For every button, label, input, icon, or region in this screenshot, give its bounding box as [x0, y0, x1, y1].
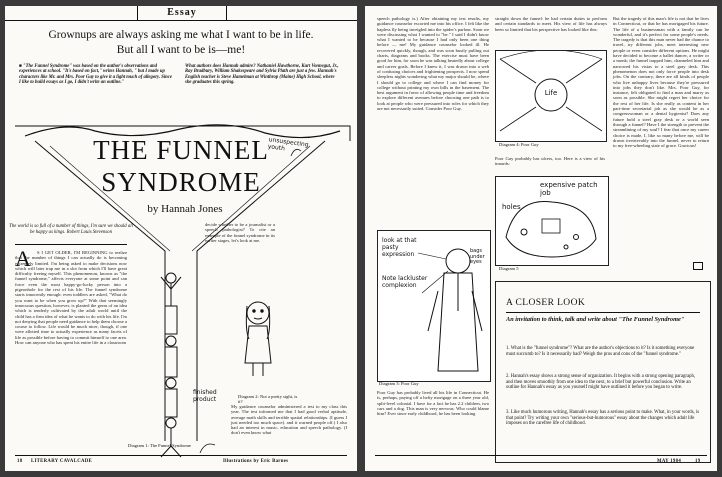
life-label: Life [544, 89, 558, 97]
headline-line2: But all I want to be is—me! [116, 44, 246, 56]
closer-look-rule [506, 312, 700, 313]
diagram1-caption: Diagram 1: The Funnel Syndrome [128, 443, 191, 448]
folio-page-left: 18 [17, 459, 23, 464]
body-column-3: My guidance counselor administered a test to my class this year. The test informed me that I had good verbal aptitude, average math skills and terrible spatial relationships. (I guess I just needed too much space). and it warned people off.) I also had an interest in music, education and speech pathology. (I don't even know what [231, 404, 347, 436]
acrobat-stack-illustration [161, 273, 181, 457]
pasty-expression-note: look at that pasty expression [382, 237, 417, 258]
diagram3-caption: Diagram 3: Poor Guy [379, 381, 419, 386]
right-footer-rule [375, 455, 707, 456]
top-rule-left [5, 20, 137, 21]
left-page [5, 6, 357, 471]
section-label: Essay [137, 6, 227, 21]
right-bottom-text: Poor Guy has probably lived all his life in Connecticut. He is, perhaps, paying off a hefty mortgage on a three year old, split-level colonial. I have for a fact he has 2.2 children, two cars and a dog. This man is very nervous. Who could blame him? Ever since early childhood, he has been looking [377, 390, 489, 417]
closer-question-2: 2. Hannah's essay shows a strong sense of organization. It begins with a strong opening paragraph, and then moves smoothly from one idea to the next, to a brief but powerful conclusion. Write an outline for Hannah's essay as you yourself might have outlined it before you began to write. [506, 374, 696, 391]
patch-job-note: expensive patch job [540, 181, 598, 197]
footer-rule [15, 455, 347, 456]
girl-illustration [245, 302, 271, 376]
closer-look-box [495, 281, 711, 463]
diagram4-caption: Diagram 4: Poor Guy [499, 142, 539, 147]
intro-note-left: ■ "The Funnel Syndrome" was based on the author's observations and experiences at school. "It's based on fact," writes Hannah, " but I made up characters like Mr. and Mrs. Poor Guy to give it a light touch of allegory. Since I like to build essays as I go, I didn't write an outline." [19, 64, 172, 86]
body-column-2: decide whether to be a journalist or a speech pathologist? To cite an example of the funnel syndrome in its earlier stages, let's look at me. [205, 222, 275, 243]
top-rule-right [225, 20, 357, 21]
folio-date: MAY 1984 [657, 459, 682, 464]
essay-title-line2: SYNDROME [101, 167, 261, 197]
diagram4-frame [495, 50, 607, 142]
holes-note: holes [502, 203, 521, 211]
drop-cap: A [15, 246, 31, 271]
bags-note: bags under eyes [470, 248, 485, 266]
illustrations-credit: Illustrations by Eric Barnes [223, 459, 289, 464]
diagram5-caption: Diagram 5 [499, 266, 519, 271]
closer-look-title: A CLOSER LOOK [506, 298, 586, 308]
finished-product-note: finished product [193, 389, 217, 403]
diagram3-frame [377, 230, 491, 382]
closer-question-1: 1. What is the "funnel syndrome"? What are the author's objections to it? Is it something everyone must succumb to? Is it necessarily bad? Weigh the pros and cons of the "funnel syndrome." [506, 346, 695, 357]
byline: by Hannah Jones [147, 203, 223, 215]
poorguy-innards-text: Poor Guy probably has ulcers, too. Here is a view of his innards: [495, 156, 605, 167]
right-body-column-2: straight down the funnel: he had certain duties to perform and certain standards to meet. His view of life has always been so limited that his perspective has looked like this: [495, 16, 607, 32]
right-page [365, 6, 717, 471]
closer-question-3: 3. Like much humorous writing, Hannah's essay has a serious point to make. What, in your words, is that point? Try writing your own "serious-but-humorous" essay about the changes which adult life imposes on the carefree life of childhood. [506, 410, 700, 427]
end-mark-icon [693, 262, 703, 270]
closer-look-subtitle: An invitation to think, talk and write about "The Funnel Syndrome" [506, 316, 685, 323]
headline-line1: Grownups are always asking me what I want to be in life. [48, 29, 314, 41]
unsuspecting-youth-note: unsuspecting youth [267, 136, 309, 153]
essay-title-line1: THE FUNNEL [93, 135, 269, 165]
right-body-column-3: But the tragedy of this man's life is not that he lives in Connecticut, or that he has mortgaged his future. The life of a businessman with a family can be wonderful, and it's perfect for some people's needs. The tragedy is that this man never had the chance to travel, try different jobs, meet interesting new people or even consider different options. He might have decided to become a ballet dancer, a writer or a monk; the funnel trapped him, channeled him and narrowed his vistas to a steel gray desk. This phenomenon does not only force people into desk jobs. On the contrary, there are all kinds of people who live unhappy lives because they're pressured into jobs they don't like. Mrs. Poor Guy, for instance, felt obligated to find a man and marry as soon as possible. She might regret her choice for the rest of her life. Is she really as content in her part-time secretarial job as she would be as a congresswoman or a dental hygienist? Does any future hold a steel gray desk or a world seen through a funnel? Have I the strength to prevent the streamlining of my soul? I fear that once my career choice is made, I, like so many before me, will be drawn irretrievably into the funnel, never to return to my free-wheeling state of grace. Gracious! [613, 16, 709, 149]
diagram5-frame [495, 176, 609, 266]
body-column-1: S I GET OLDER, I'M BEGINNING to realize that the number of things I can actually do is becoming extremely limited. I'm being asked to make decisions now which will later trap me in a slot from which I'll have great difficulty freeing myself. This phenomenon, known as "the funnel syndrome," affects everyone at some point and can force even the most happy-go-lucky person into a pigeonhole for the rest of his life. The funnel syndrome starts innocently enough: even toddlers are asked, "What do you want to be when you grow up?" With that seemingly innocuous question, however, is planted the germ of an idea which is tenderly cultivated by the adult world until the child has a firm idea of what he wants to do with his life. I'm not denying that people need guidance to help them choose a course to follow. Life would be much nicer, though, if one were allotted time to actually experience as many facets of life as possible before having to commit himself to one area. How can anyone who has spent his entire life in a classroom [15, 250, 128, 346]
epigraph-rule [15, 244, 127, 245]
right-body-column-1: speech pathology is.) After obtaining my test results, my guidance counselor escorted me into his office. I felt like the hapless fly being inveigled into the spider's parlour. Soon we were discussing what I wanted to "be." I said I didn't know what I wanted to be because I had only been one thing before — me! My guidance counselor looked ill. He recovered quickly, though, and was soon busily pulling out charts, diagrams and books. The exercise must have been good for him, for soon he was talking heatedly about college and career goals. Before I knew it, I was drawn into a web of confusing choices and frightening prospects. I now spend sleepless nights wondering what my major should be, where I should go to college and where I can find money for college without printing my own bills in the basement. The best argument in favor of allowing people time and freedom to explore different avenues before choosing one path is to look at people who were pressured into roles for which they are not necessarily suited. Consider Poor Guy. [377, 16, 489, 112]
intro-note-right: What authors does Hannah admire? Nathaniel Hawthorne, Kurt Vonnegut, Jr., Ray Bradbury, William Shakespeare and Sylvia Plath are just a few. Hannah's English teacher is Steve Hamelman at Winthrop (Maine) High School, where she graduates this spring. [185, 64, 339, 86]
diagram2-caption: Diagram 2: Not a pretty sight, is it? [238, 394, 298, 404]
epigraph: The world is so full of a number of things, I'm sure we should all be happy as kings. Robert Louis Stevenson [9, 224, 133, 235]
folio-page-right: 19 [695, 459, 701, 464]
lackluster-note: Note lackluster complexion [382, 275, 428, 289]
folio-magazine: LITERARY CAVALCADE [31, 459, 92, 464]
